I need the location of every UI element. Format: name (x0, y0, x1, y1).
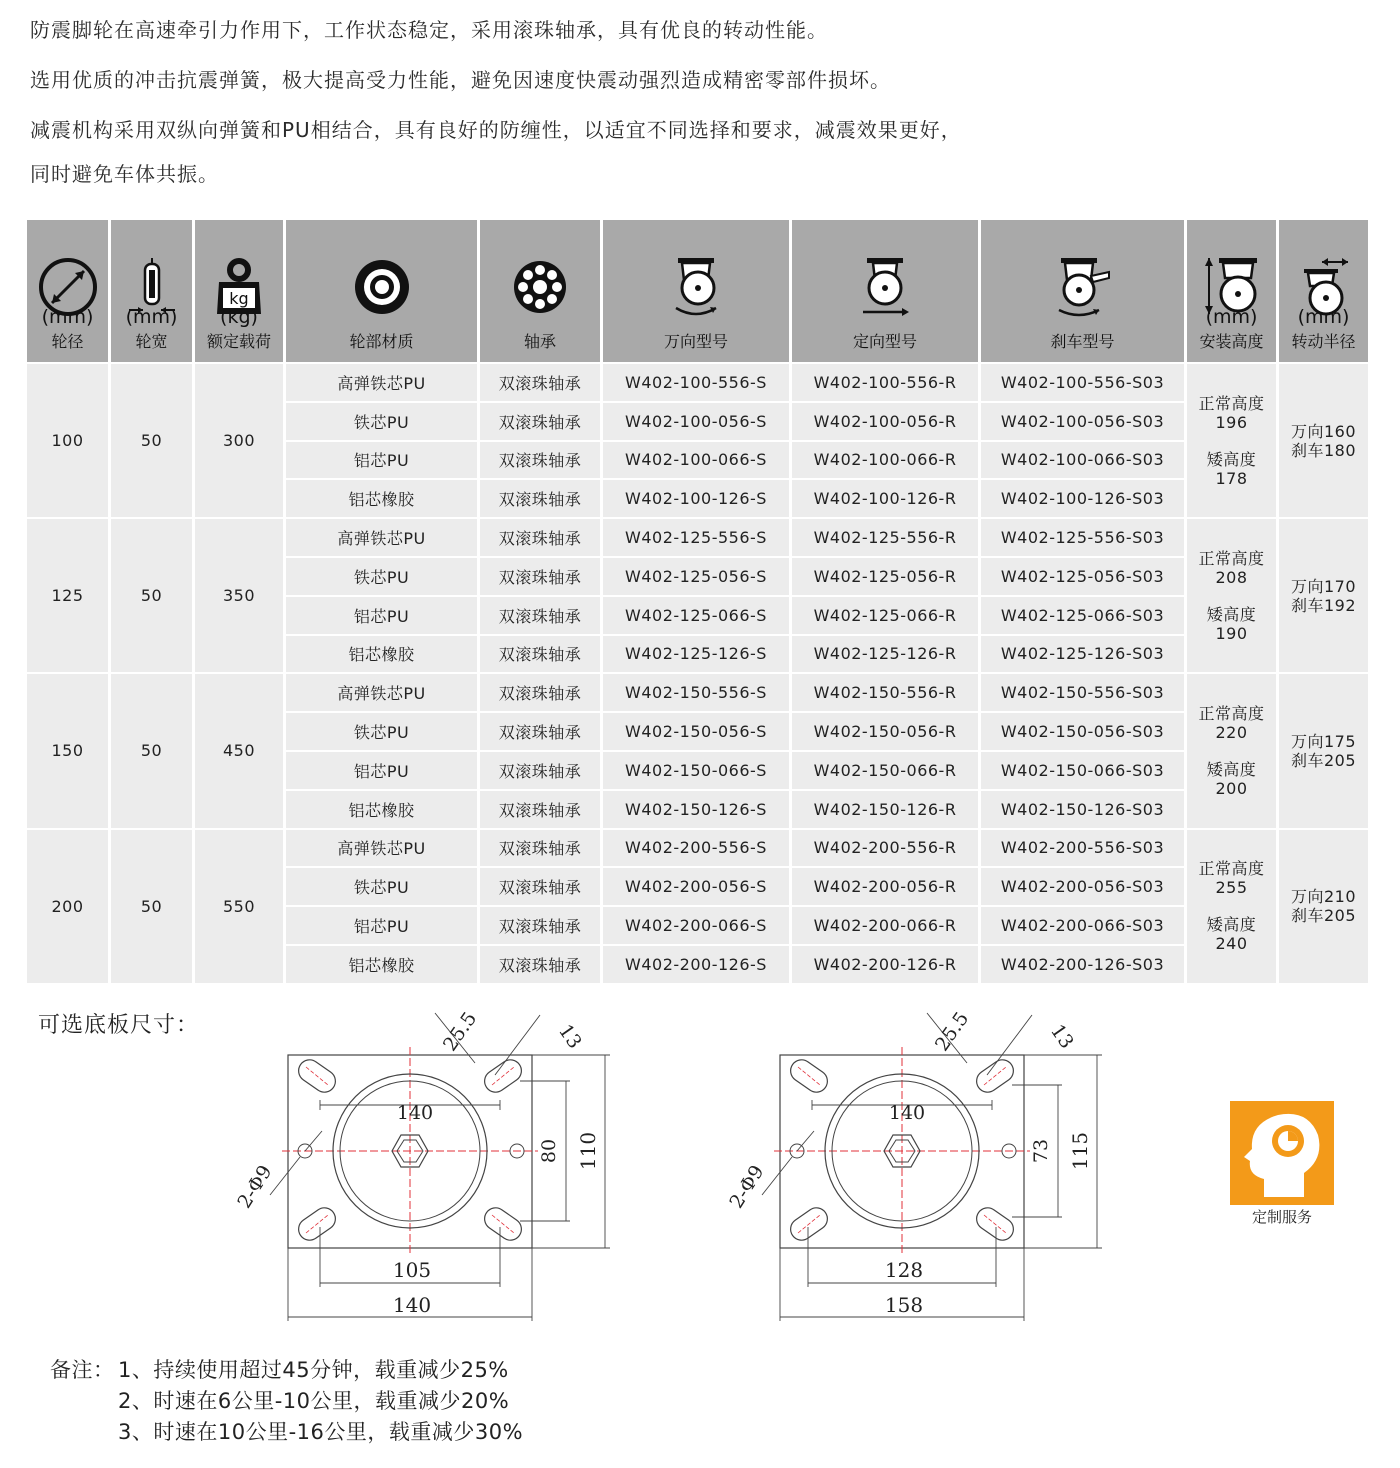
dim-hole: 2-Φ9 (725, 1161, 769, 1213)
spec-group-100 (27, 364, 1368, 517)
cell-bearing: 双滚珠轴承 (480, 558, 600, 595)
cell-load: 550 (195, 830, 283, 983)
cell-install-height: 正常高度 255 矮高度 240 (1187, 830, 1276, 983)
cell-brake-model: W402-200-056-S03 (981, 868, 1184, 905)
cell-material: 铝芯橡胶 (286, 791, 477, 828)
cell-swivel-model: W402-150-126-S (603, 791, 789, 828)
dim-height: 110 (576, 1131, 600, 1171)
cell-brake-model: W402-125-126-S03 (981, 636, 1184, 673)
cell-brake-model: W402-125-066-S03 (981, 597, 1184, 634)
cell-brake-model: W402-125-056-S03 (981, 558, 1184, 595)
cell-brake-model: W402-200-126-S03 (981, 946, 1184, 983)
cell-rigid-model: W402-150-556-R (792, 674, 978, 711)
cell-swivel-model: W402-200-556-S (603, 830, 789, 867)
cell-brake-model: W402-150-126-S03 (981, 791, 1184, 828)
table-row (27, 674, 1368, 711)
cell-diameter: 200 (27, 830, 108, 983)
note-item: 3、时速在10公里-16公里，载重减少30% (118, 1420, 524, 1444)
cell-material: 铝芯PU (286, 907, 477, 944)
cell-rigid-model: W402-200-126-R (792, 946, 978, 983)
intro-text (30, 18, 1370, 212)
spec-group-125 (27, 519, 1368, 672)
cell-bearing: 双滚珠轴承 (480, 830, 600, 867)
header-bearing: 轴承 (480, 220, 600, 362)
cell-material: 铝芯PU (286, 752, 477, 789)
cell-swivel-model: W402-150-556-S (603, 674, 789, 711)
dim-hole-v: 80 (538, 1138, 560, 1164)
cell-bearing: 双滚珠轴承 (480, 868, 600, 905)
dim-hole: 2-Φ9 (233, 1161, 277, 1213)
base-plate-title: 可选底板尺寸： (38, 1013, 200, 1038)
dim-hole-v: 73 (1030, 1138, 1052, 1164)
cell-width: 50 (111, 674, 192, 827)
cell-rigid-model: W402-100-556-R (792, 364, 978, 401)
cell-width: 50 (111, 830, 192, 983)
cell-brake-model: W402-150-066-S03 (981, 752, 1184, 789)
custom-service-label: 定制服务 (1251, 1208, 1312, 1226)
cell-brake-model: W402-125-556-S03 (981, 519, 1184, 556)
notes-prefix: 备注： (50, 1358, 115, 1382)
table-row (27, 830, 1368, 867)
cell-rigid-model: W402-150-066-R (792, 752, 978, 789)
header-install-height: (mm) 安装高度 (1187, 220, 1276, 362)
cell-material: 铁芯PU (286, 403, 477, 440)
cell-swivel-model: W402-125-126-S (603, 636, 789, 673)
dim-width: 140 (392, 1293, 432, 1317)
dim-circle: 140 (888, 1102, 926, 1124)
cell-rigid-model: W402-200-066-R (792, 907, 978, 944)
cell-bearing: 双滚珠轴承 (480, 752, 600, 789)
header-diameter: (mm) 轮径 (27, 220, 108, 362)
cell-brake-model: W402-150-056-S03 (981, 713, 1184, 750)
cell-brake-model: W402-100-066-S03 (981, 442, 1184, 479)
cell-material: 铝芯橡胶 (286, 480, 477, 517)
intro-line-1: 防震脚轮在高速牵引力作用下，工作状态稳定，采用滚珠轴承，具有优良的转动性能。 (30, 18, 828, 42)
dim-hole-h: 105 (392, 1258, 432, 1282)
cell-swivel-model: W402-125-556-S (603, 519, 789, 556)
cell-diameter: 125 (27, 519, 108, 672)
cell-bearing: 双滚珠轴承 (480, 597, 600, 634)
cell-bearing: 双滚珠轴承 (480, 907, 600, 944)
cell-swivel-model: W402-200-066-S (603, 907, 789, 944)
dim-height: 115 (1068, 1131, 1092, 1171)
custom-service-head-icon (1230, 1101, 1334, 1205)
cell-width: 50 (111, 364, 192, 517)
dim-slot-spacing: 25.5 (930, 1007, 974, 1056)
cell-material: 铝芯PU (286, 597, 477, 634)
custom-service-button[interactable] (1230, 1101, 1334, 1205)
cell-material: 铝芯橡胶 (286, 946, 477, 983)
cell-rigid-model: W402-150-126-R (792, 791, 978, 828)
cell-bearing: 双滚珠轴承 (480, 480, 600, 517)
intro-line-2: 选用优质的冲击抗震弹簧，极大提高受力性能，避免因速度快震动强烈造成精密零部件损坏。 (30, 68, 891, 92)
cell-material: 铁芯PU (286, 713, 477, 750)
cell-rigid-model: W402-100-066-R (792, 442, 978, 479)
svg-text:kg: kg (229, 289, 249, 308)
spec-group-150 (27, 674, 1368, 827)
cell-material: 高弹铁芯PU (286, 674, 477, 711)
cell-rigid-model: W402-100-126-R (792, 480, 978, 517)
header-material: 轮部材质 (286, 220, 477, 362)
header-swivel-radius: (mm) 转动半径 (1279, 220, 1368, 362)
cell-rigid-model: W402-200-556-R (792, 830, 978, 867)
dim-circle: 140 (396, 1102, 434, 1124)
cell-swivel-radius: 万向170 刹车192 (1279, 519, 1368, 672)
cell-brake-model: W402-150-556-S03 (981, 674, 1184, 711)
cell-bearing: 双滚珠轴承 (480, 636, 600, 673)
cell-width: 50 (111, 519, 192, 672)
cell-material: 高弹铁芯PU (286, 364, 477, 401)
cell-material: 铝芯橡胶 (286, 636, 477, 673)
cell-brake-model: W402-100-556-S03 (981, 364, 1184, 401)
cell-install-height: 正常高度 208 矮高度 190 (1187, 519, 1276, 672)
table-row (27, 364, 1368, 401)
base-plate-drawing-1 (230, 1005, 630, 1339)
cell-material: 高弹铁芯PU (286, 519, 477, 556)
cell-diameter: 150 (27, 674, 108, 827)
dim-slot-spacing: 25.5 (438, 1007, 482, 1056)
cell-material: 铁芯PU (286, 868, 477, 905)
header-load: kg (kg) 额定载荷 (195, 220, 283, 362)
cell-bearing: 双滚珠轴承 (480, 713, 600, 750)
header-rigid: 定向型号 (792, 220, 978, 362)
cell-swivel-model: W402-200-056-S (603, 868, 789, 905)
cell-swivel-model: W402-100-126-S (603, 480, 789, 517)
cell-rigid-model: W402-125-556-R (792, 519, 978, 556)
spec-group-200 (27, 830, 1368, 983)
cell-bearing: 双滚珠轴承 (480, 364, 600, 401)
cell-swivel-model: W402-100-556-S (603, 364, 789, 401)
cell-swivel-model: W402-125-056-S (603, 558, 789, 595)
cell-load: 350 (195, 519, 283, 672)
cell-rigid-model: W402-150-056-R (792, 713, 978, 750)
cell-load: 450 (195, 674, 283, 827)
cell-swivel-model: W402-100-056-S (603, 403, 789, 440)
cell-rigid-model: W402-200-056-R (792, 868, 978, 905)
spec-table (24, 218, 1371, 985)
header-width: (mm) 轮宽 (111, 220, 192, 362)
note-item: 2、时速在6公里-10公里，载重减少20% (118, 1389, 510, 1413)
cell-brake-model: W402-100-056-S03 (981, 403, 1184, 440)
cell-rigid-model: W402-100-056-R (792, 403, 978, 440)
cell-bearing: 双滚珠轴承 (480, 442, 600, 479)
base-plate-drawing-2 (722, 1005, 1122, 1339)
cell-bearing: 双滚珠轴承 (480, 519, 600, 556)
cell-swivel-radius: 万向175 刹车205 (1279, 674, 1368, 827)
cell-brake-model: W402-200-556-S03 (981, 830, 1184, 867)
notes (50, 1355, 523, 1448)
cell-install-height: 正常高度 220 矮高度 200 (1187, 674, 1276, 827)
cell-rigid-model: W402-125-056-R (792, 558, 978, 595)
table-header-row (27, 220, 1368, 362)
cell-diameter: 100 (27, 364, 108, 517)
intro-line-3: 减震机构采用双纵向弹簧和PU相结合，具有良好的防缠性，以适宜不同选择和要求，减震效果更好， (30, 118, 962, 142)
note-item: 1、持续使用超过45分钟，载重减少25% (118, 1358, 509, 1382)
cell-bearing: 双滚珠轴承 (480, 791, 600, 828)
intro-line-4: 同时避免车体共振。 (30, 162, 219, 186)
cell-material: 铁芯PU (286, 558, 477, 595)
cell-brake-model: W402-100-126-S03 (981, 480, 1184, 517)
cell-swivel-model: W402-150-056-S (603, 713, 789, 750)
dim-slot-width: 13 (1045, 1020, 1078, 1053)
cell-bearing: 双滚珠轴承 (480, 946, 600, 983)
cell-swivel-model: W402-125-066-S (603, 597, 789, 634)
cell-swivel-model: W402-100-066-S (603, 442, 789, 479)
cell-swivel-radius: 万向160 刹车180 (1279, 364, 1368, 517)
header-swivel: 万向型号 (603, 220, 789, 362)
cell-rigid-model: W402-125-066-R (792, 597, 978, 634)
header-brake: 刹车型号 (981, 220, 1184, 362)
cell-swivel-model: W402-150-066-S (603, 752, 789, 789)
dim-hole-h: 128 (884, 1258, 924, 1282)
cell-rigid-model: W402-125-126-R (792, 636, 978, 673)
cell-install-height: 正常高度 196 矮高度 178 (1187, 364, 1276, 517)
cell-bearing: 双滚珠轴承 (480, 403, 600, 440)
cell-bearing: 双滚珠轴承 (480, 674, 600, 711)
cell-swivel-model: W402-200-126-S (603, 946, 789, 983)
cell-brake-model: W402-200-066-S03 (981, 907, 1184, 944)
table-row (27, 519, 1368, 556)
dim-width: 158 (884, 1293, 924, 1317)
dim-slot-width: 13 (553, 1020, 586, 1053)
cell-material: 高弹铁芯PU (286, 830, 477, 867)
cell-load: 300 (195, 364, 283, 517)
cell-material: 铝芯PU (286, 442, 477, 479)
cell-swivel-radius: 万向210 刹车205 (1279, 830, 1368, 983)
